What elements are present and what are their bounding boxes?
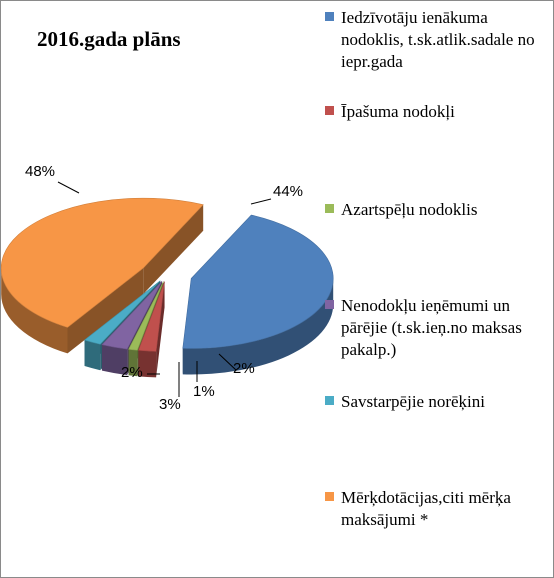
legend-item-5	[325, 391, 550, 413]
data-label-4: 3%	[159, 396, 181, 413]
legend-label-3: Azartspēļu nodoklis	[341, 200, 478, 219]
legend-item-6	[325, 487, 550, 531]
data-label-3: 1%	[193, 383, 215, 400]
legend-swatch-2	[325, 106, 334, 115]
pie-slice-1	[183, 215, 333, 374]
legend-label-5: Savstarpējie norēķini	[341, 392, 485, 411]
legend-item-2	[325, 101, 550, 123]
data-label-2: 2%	[233, 360, 255, 377]
legend-label-1: Iedzīvotāju ienākuma nodoklis, t.sk.atlik.sadale no iepr.gada	[341, 8, 535, 71]
legend-label-6: Mērķdotācijas,citi mērķa maksājumi *	[341, 488, 511, 529]
leader-line-1	[251, 199, 271, 204]
legend-swatch-6	[325, 492, 334, 501]
legend-swatch-3	[325, 204, 334, 213]
data-label-5: 2%	[121, 364, 143, 381]
legend-item-1	[325, 7, 550, 73]
legend-swatch-5	[325, 396, 334, 405]
data-label-1: 44%	[273, 183, 304, 200]
legend-label-4: Nenodokļu ieņēmumi un pārējie (t.sk.ieņ.no maksas pakalp.)	[341, 296, 522, 359]
data-label-6: 48%	[25, 163, 56, 180]
legend-swatch-1	[325, 12, 334, 21]
legend-label-2: Īpašuma nodokļi	[341, 102, 455, 121]
chart-title: 2016.gada plāns	[37, 27, 181, 51]
leader-line-6	[58, 182, 79, 193]
legend-item-3	[325, 199, 550, 221]
legend-swatch-4	[325, 300, 334, 309]
legend-item-4	[325, 295, 550, 361]
